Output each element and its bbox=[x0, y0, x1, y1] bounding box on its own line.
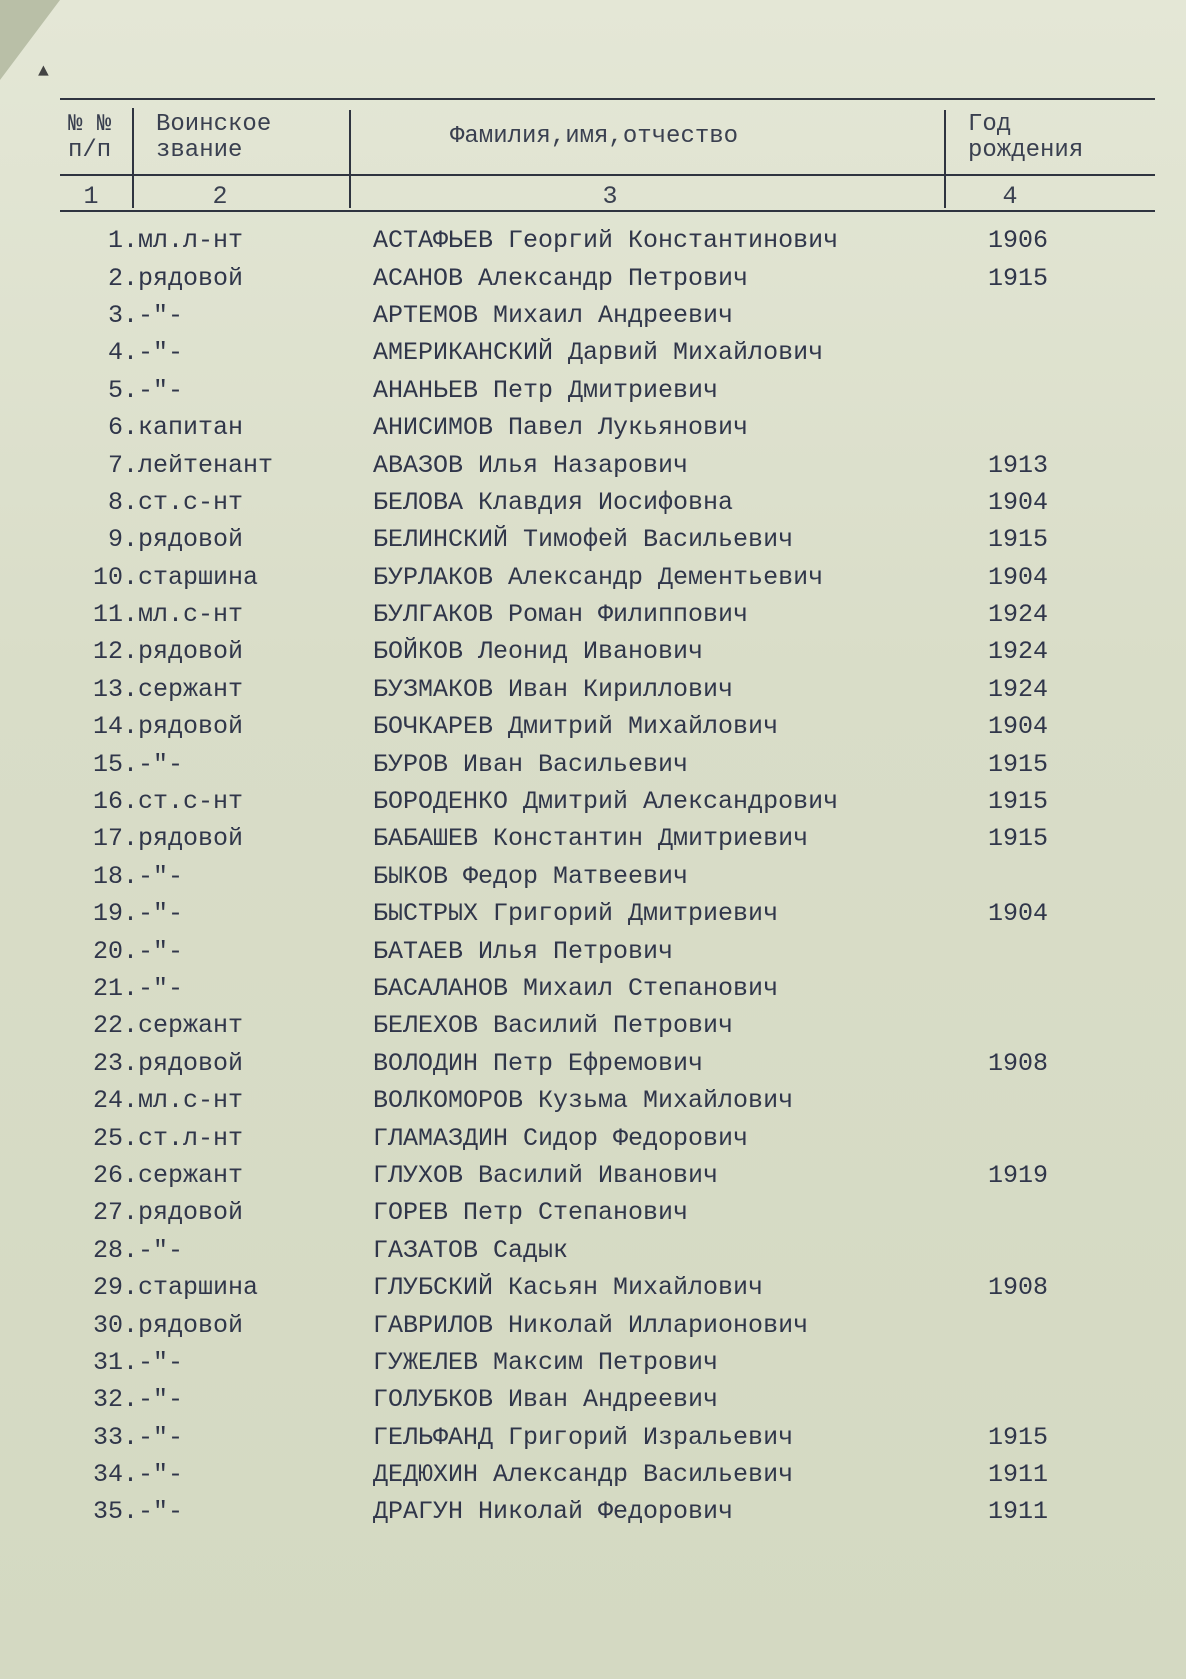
row-number: 12. bbox=[92, 637, 138, 667]
row-number: 2. bbox=[107, 263, 138, 293]
row-birth-year bbox=[968, 1082, 1068, 1119]
row-name: АРТЕМОВ Михаил Андреевич bbox=[373, 300, 734, 330]
row-birth-year: 1904 bbox=[987, 899, 1048, 929]
row-name: БОЙКОВ Леонид Иванович bbox=[373, 637, 704, 667]
row-number: 33. bbox=[92, 1422, 138, 1452]
row-rank: -"- bbox=[138, 861, 184, 891]
row-rank: рядовой bbox=[138, 1048, 244, 1078]
row-birth-year: 1906 bbox=[987, 226, 1048, 256]
row-number: 3. bbox=[107, 300, 138, 330]
row-birth-year: 1915 bbox=[987, 263, 1048, 293]
row-rank: -"- bbox=[138, 1460, 184, 1490]
row-name: ВОЛКОМОРОВ Кузьма Михайлович bbox=[373, 1086, 794, 1116]
row-number: 23. bbox=[92, 1048, 138, 1078]
row-birth-year bbox=[968, 372, 1068, 409]
table-row bbox=[60, 745, 1068, 782]
column-number: 3 bbox=[602, 182, 618, 211]
table-row bbox=[60, 1381, 1068, 1418]
row-name: АНАНЬЕВ Петр Дмитриевич bbox=[373, 375, 719, 405]
row-rank: капитан bbox=[138, 413, 244, 443]
row-birth-year: 1915 bbox=[987, 787, 1048, 817]
header-divider-2 bbox=[349, 110, 351, 208]
row-number: 8. bbox=[107, 487, 138, 517]
header-divider-1 bbox=[132, 108, 134, 208]
row-number: 31. bbox=[92, 1347, 138, 1377]
header-col-rank: Воинское звание bbox=[156, 111, 272, 164]
row-number: 25. bbox=[92, 1123, 138, 1153]
row-birth-year bbox=[968, 1306, 1068, 1343]
row-name: БЫСТРЫХ Григорий Дмитриевич bbox=[373, 899, 779, 929]
row-birth-year: 1915 bbox=[987, 824, 1048, 854]
row-name: АСТАФЬЕВ Георгий Константинович bbox=[373, 226, 839, 256]
table-row bbox=[60, 297, 1068, 334]
table-row bbox=[60, 820, 1068, 857]
row-birth-year bbox=[968, 1232, 1068, 1269]
row-birth-year: 1913 bbox=[987, 450, 1048, 480]
row-number: 24. bbox=[92, 1086, 138, 1116]
table-row bbox=[60, 1007, 1068, 1044]
row-rank: ст.л-нт bbox=[138, 1123, 244, 1153]
row-number: 11. bbox=[92, 600, 138, 630]
row-number: 9. bbox=[107, 525, 138, 555]
row-birth-year: 1915 bbox=[987, 749, 1048, 779]
row-rank: мл.с-нт bbox=[138, 600, 244, 630]
row-rank: -"- bbox=[138, 1385, 184, 1415]
row-birth-year bbox=[968, 858, 1068, 895]
row-number: 34. bbox=[92, 1460, 138, 1490]
row-name: АМЕРИКАНСКИЙ Дарвий Михайлович bbox=[373, 338, 824, 368]
table-row bbox=[60, 334, 1068, 371]
row-name: АВАЗОВ Илья Назарович bbox=[373, 450, 689, 480]
row-name: БУЛГАКОВ Роман Филиппович bbox=[373, 600, 749, 630]
header-col-number: № № п/п bbox=[68, 111, 112, 164]
row-name: БАБАШЕВ Константин Дмитриевич bbox=[373, 824, 809, 854]
row-name: БУРЛАКОВ Александр Дементьевич bbox=[373, 562, 824, 592]
row-rank: лейтенант bbox=[138, 450, 274, 480]
row-rank: рядовой bbox=[138, 824, 244, 854]
row-rank: старшина bbox=[138, 1273, 259, 1303]
table-row bbox=[60, 970, 1068, 1007]
row-birth-year: 1904 bbox=[987, 712, 1048, 742]
row-number: 16. bbox=[92, 787, 138, 817]
margin-mark: ▲ bbox=[38, 62, 49, 82]
row-birth-year bbox=[968, 1381, 1068, 1418]
row-name: ГАВРИЛОВ Николай Илларионович bbox=[373, 1310, 809, 1340]
row-rank: -"- bbox=[138, 749, 184, 779]
column-number: 4 bbox=[1002, 182, 1018, 211]
row-number: 15. bbox=[92, 749, 138, 779]
row-name: ГЛУХОВ Василий Иванович bbox=[373, 1160, 719, 1190]
row-rank: -"- bbox=[138, 936, 184, 966]
row-number: 5. bbox=[107, 375, 138, 405]
row-rank: -"- bbox=[138, 338, 184, 368]
personnel-table bbox=[60, 222, 1068, 1531]
table-row bbox=[60, 1194, 1068, 1231]
table-row bbox=[60, 409, 1068, 446]
table-row bbox=[60, 559, 1068, 596]
table-row bbox=[60, 858, 1068, 895]
row-name: БАСАЛАНОВ Михаил Степанович bbox=[373, 974, 779, 1003]
table-row bbox=[60, 932, 1068, 969]
table-row bbox=[60, 1306, 1068, 1343]
table-row bbox=[60, 671, 1068, 708]
row-rank: -"- bbox=[138, 1347, 184, 1377]
table-row bbox=[60, 521, 1068, 558]
personnel-table-body bbox=[60, 222, 1068, 1531]
row-number: 27. bbox=[92, 1198, 138, 1228]
table-row bbox=[60, 596, 1068, 633]
table-row bbox=[60, 372, 1068, 409]
row-number: 1. bbox=[107, 226, 138, 256]
row-name: ГОРЕВ Петр Степанович bbox=[373, 1198, 689, 1228]
row-number: 4. bbox=[107, 338, 138, 368]
row-name: ГОЛУБКОВ Иван Андреевич bbox=[373, 1385, 719, 1415]
folded-corner bbox=[0, 0, 60, 80]
row-name: БЫКОВ Федор Матвеевич bbox=[373, 861, 689, 891]
row-name: ДЕДЮХИН Александр Васильевич bbox=[373, 1460, 794, 1490]
table-row bbox=[60, 1344, 1068, 1381]
table-row bbox=[60, 1456, 1068, 1493]
table-row bbox=[60, 222, 1068, 259]
row-rank: мл.л-нт bbox=[138, 226, 244, 256]
column-number: 1 bbox=[83, 182, 99, 211]
row-rank: рядовой bbox=[138, 712, 244, 742]
row-name: ДРАГУН Николай Федорович bbox=[373, 1497, 734, 1527]
row-number: 32. bbox=[92, 1385, 138, 1415]
row-rank: рядовой bbox=[138, 525, 244, 555]
row-birth-year bbox=[968, 297, 1068, 334]
row-rank: -"- bbox=[138, 1235, 184, 1265]
row-name: БЕЛЕХОВ Василий Петрович bbox=[373, 1011, 734, 1041]
row-rank: сержант bbox=[138, 1011, 244, 1041]
table-row bbox=[60, 1045, 1068, 1082]
row-rank: -"- bbox=[138, 1497, 184, 1527]
row-name: ГАЗАТОВ Садык bbox=[373, 1235, 569, 1265]
row-birth-year bbox=[968, 334, 1068, 371]
row-name: БОЧКАРЕВ Дмитрий Михайлович bbox=[373, 712, 779, 742]
row-number: 35. bbox=[92, 1497, 138, 1527]
row-birth-year bbox=[968, 1344, 1068, 1381]
row-name: БЕЛИНСКИЙ Тимофей Васильевич bbox=[373, 525, 794, 555]
row-number: 26. bbox=[92, 1160, 138, 1190]
row-number: 17. bbox=[92, 824, 138, 854]
table-row bbox=[60, 259, 1068, 296]
row-name: ГЕЛЬФАНД Григорий Изральевич bbox=[373, 1422, 794, 1452]
row-birth-year bbox=[968, 970, 1068, 1007]
header-col-name: Фамилия,имя,отчество bbox=[450, 123, 739, 150]
table-row bbox=[60, 895, 1068, 932]
row-birth-year: 1908 bbox=[987, 1273, 1048, 1303]
row-birth-year bbox=[968, 409, 1068, 446]
row-number: 30. bbox=[92, 1310, 138, 1340]
row-number: 22. bbox=[92, 1011, 138, 1041]
table-row bbox=[60, 1232, 1068, 1269]
row-birth-year: 1911 bbox=[987, 1460, 1048, 1490]
row-rank: -"- bbox=[138, 899, 184, 929]
row-birth-year: 1904 bbox=[987, 487, 1048, 517]
row-birth-year: 1924 bbox=[987, 637, 1048, 667]
table-row bbox=[60, 1493, 1068, 1530]
row-rank: рядовой bbox=[138, 263, 244, 293]
row-name: ГЛАМАЗДИН Сидор Федорович bbox=[373, 1123, 749, 1153]
table-row bbox=[60, 446, 1068, 483]
row-rank: рядовой bbox=[138, 1198, 244, 1228]
row-birth-year bbox=[968, 932, 1068, 969]
row-number: 6. bbox=[107, 413, 138, 443]
header-col-year: Год рождения bbox=[968, 111, 1084, 164]
row-birth-year: 1915 bbox=[987, 525, 1048, 555]
row-name: ГУЖЕЛЕВ Максим Петрович bbox=[373, 1347, 719, 1377]
row-rank: сержант bbox=[138, 1160, 244, 1190]
table-row bbox=[60, 783, 1068, 820]
table-row bbox=[60, 1157, 1068, 1194]
row-rank: -"- bbox=[138, 1422, 184, 1452]
row-name: АНИСИМОВ Павел Лукьянович bbox=[373, 413, 749, 443]
row-birth-year: 1924 bbox=[987, 600, 1048, 630]
row-birth-year: 1908 bbox=[987, 1048, 1048, 1078]
row-number: 13. bbox=[92, 674, 138, 704]
table-row bbox=[60, 708, 1068, 745]
row-number: 18. bbox=[92, 861, 138, 891]
row-rank: ст.с-нт bbox=[138, 787, 244, 817]
row-birth-year: 1915 bbox=[987, 1422, 1048, 1452]
row-rank: -"- bbox=[138, 974, 184, 1003]
row-rank: рядовой bbox=[138, 1310, 244, 1340]
row-birth-year bbox=[968, 1194, 1068, 1231]
row-number: 14. bbox=[92, 712, 138, 742]
row-rank: -"- bbox=[138, 375, 184, 405]
table-row bbox=[60, 484, 1068, 521]
row-birth-year: 1924 bbox=[987, 674, 1048, 704]
row-name: БУЗМАКОВ Иван Кириллович bbox=[373, 674, 734, 704]
row-rank: рядовой bbox=[138, 637, 244, 667]
row-number: 10. bbox=[92, 562, 138, 592]
row-rank: мл.с-нт bbox=[138, 1086, 244, 1116]
table-row bbox=[60, 633, 1068, 670]
row-number: 20. bbox=[92, 936, 138, 966]
row-number: 29. bbox=[92, 1273, 138, 1303]
row-name: БУРОВ Иван Васильевич bbox=[373, 749, 689, 779]
row-number: 21. bbox=[92, 974, 138, 1003]
row-birth-year: 1911 bbox=[987, 1497, 1048, 1527]
header-mid-rule bbox=[60, 174, 1155, 176]
row-number: 19. bbox=[92, 899, 138, 929]
row-name: БЕЛОВА Клавдия Иосифовна bbox=[373, 487, 734, 517]
row-rank: старшина bbox=[138, 562, 259, 592]
table-row bbox=[60, 1419, 1068, 1456]
row-birth-year: 1919 bbox=[987, 1160, 1048, 1190]
row-name: ГЛУБСКИЙ Касьян Михайлович bbox=[373, 1273, 764, 1303]
table-row bbox=[60, 1119, 1068, 1156]
row-rank: ст.с-нт bbox=[138, 487, 244, 517]
row-name: ВОЛОДИН Петр Ефремович bbox=[373, 1048, 704, 1078]
table-row bbox=[60, 1082, 1068, 1119]
row-birth-year bbox=[968, 1007, 1068, 1044]
column-number: 2 bbox=[212, 182, 228, 211]
row-name: БАТАЕВ Илья Петрович bbox=[373, 936, 674, 966]
row-birth-year bbox=[968, 1119, 1068, 1156]
row-birth-year: 1904 bbox=[987, 562, 1048, 592]
table-row bbox=[60, 1269, 1068, 1306]
row-number: 7. bbox=[107, 450, 138, 480]
header-top-rule bbox=[60, 98, 1155, 100]
row-rank: сержант bbox=[138, 674, 244, 704]
row-number: 28. bbox=[92, 1235, 138, 1265]
row-name: АСАНОВ Александр Петрович bbox=[373, 263, 749, 293]
header-divider-3 bbox=[944, 110, 946, 208]
row-name: БОРОДЕНКО Дмитрий Александрович bbox=[373, 787, 839, 817]
row-rank: -"- bbox=[138, 300, 184, 330]
